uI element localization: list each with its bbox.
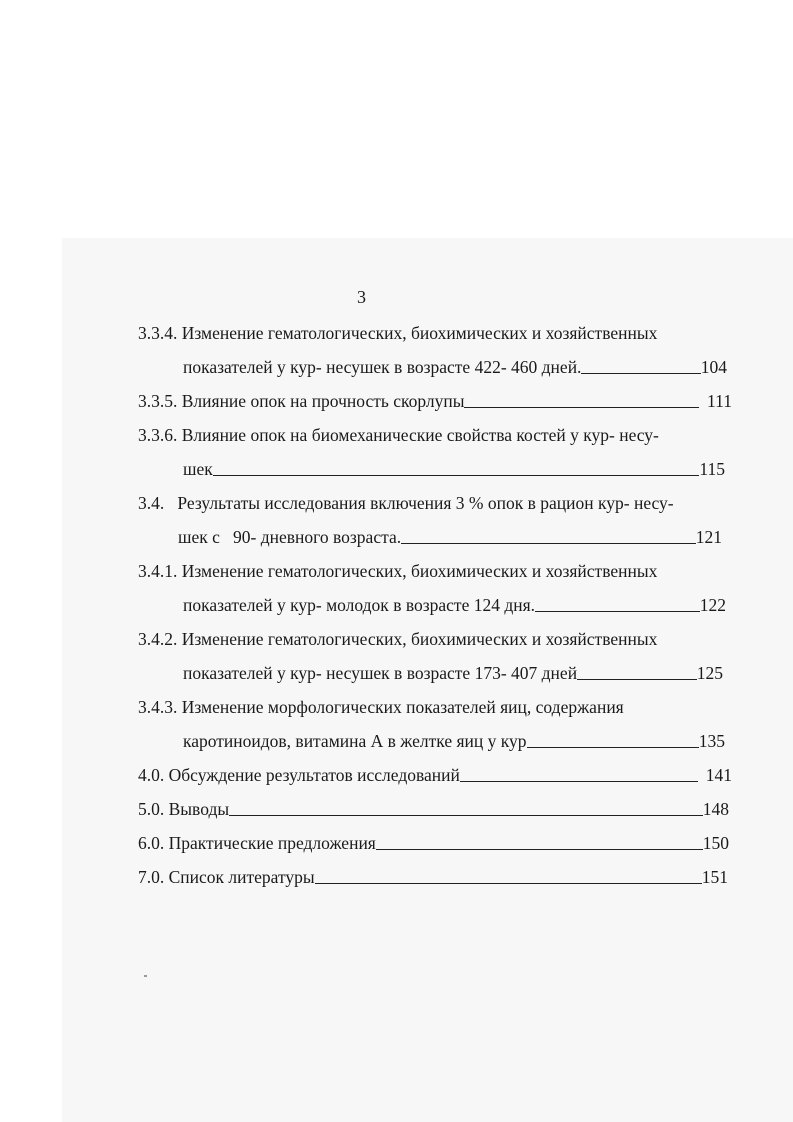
scan-artifact [144,975,147,977]
toc-entry-text: 3.3.4. Изменение гематологических, биохимических и хозяйственных [138,323,658,343]
toc-entry-text: 3.4.2. Изменение гематологических, биохимических и хозяйственных [138,629,658,649]
toc-entry [178,525,722,549]
toc-entry-heading [138,491,674,515]
dot-leader [315,883,702,884]
toc-entry-text: показателей у кур- несушек в возрасте 422- 460 дней. [183,357,582,377]
toc-entry [183,457,725,481]
toc-entry-text: каротиноидов, витамина А в желтке яиц у кур [183,731,527,751]
toc-entry-page: 111 [707,391,732,411]
dot-leader [464,407,699,408]
toc-entry-text: 3.3.5. Влияние опок на прочность скорлупы [138,391,465,411]
toc-entry-text: шек [183,459,213,479]
toc-entry-heading [138,695,624,719]
toc-entry-page: 104 [700,357,727,377]
toc-entry-heading [138,559,657,583]
toc-entry-text: 6.0. Практические предложения [138,833,376,853]
dot-leader [581,373,700,374]
toc-entry-text: 4.0. Обсуждение результатов исследований [138,765,460,785]
toc-entry [138,389,732,413]
toc-entry-heading [138,423,659,447]
toc-entry-text: 7.0. Список литературы [138,867,315,887]
dot-leader [229,815,703,816]
toc-entry [138,831,729,855]
toc-entry [183,661,723,685]
toc-entry-text: 3.4.1. Изменение гематологических, биохимических и хозяйственных [138,561,658,581]
toc-entry-page: 135 [698,731,725,751]
toc-entry [183,729,725,753]
toc-entry-text: 3.3.6. Влияние опок на биомеханические свойства костей у кур- несу- [138,425,659,445]
dot-leader [376,849,703,850]
toc-entry [138,865,728,889]
toc-entry-page: 148 [702,799,729,819]
page-number: 3 [357,287,366,307]
dot-leader [460,781,698,782]
dot-leader [535,611,700,612]
toc-entry-page: 115 [699,459,725,479]
dot-leader [577,679,697,680]
toc-entry [183,593,726,617]
toc-entry-text: 3.4. Результаты исследования включения 3 % опок в рацион кур- несу- [138,493,674,513]
dot-leader [527,747,699,748]
toc-entry-page: 141 [705,765,732,785]
dot-leader [213,475,700,476]
toc-entry [183,355,727,379]
dot-leader [401,543,696,544]
toc-entry-heading [138,627,657,651]
toc-entry [138,763,732,787]
toc-entry-text: шек с 90- дневного возраста. [178,527,402,547]
toc-entry-heading [138,321,657,345]
toc-entry [138,797,729,821]
toc-entry-text: 3.4.3. Изменение морфологических показателей яиц, содержания [138,697,624,717]
toc-entry-text: показателей у кур- молодок в возрасте 124 дня. [183,595,536,615]
toc-entry-text: 5.0. Выводы [138,799,230,819]
toc-entry-page: 125 [696,663,723,683]
toc-entry-page: 151 [701,867,728,887]
toc-entry-page: 121 [695,527,722,547]
toc-entry-page: 122 [699,595,726,615]
toc-entry-text: показателей у кур- несушек в возрасте 173- 407 дней [183,663,578,683]
toc-entry-page: 150 [702,833,729,853]
